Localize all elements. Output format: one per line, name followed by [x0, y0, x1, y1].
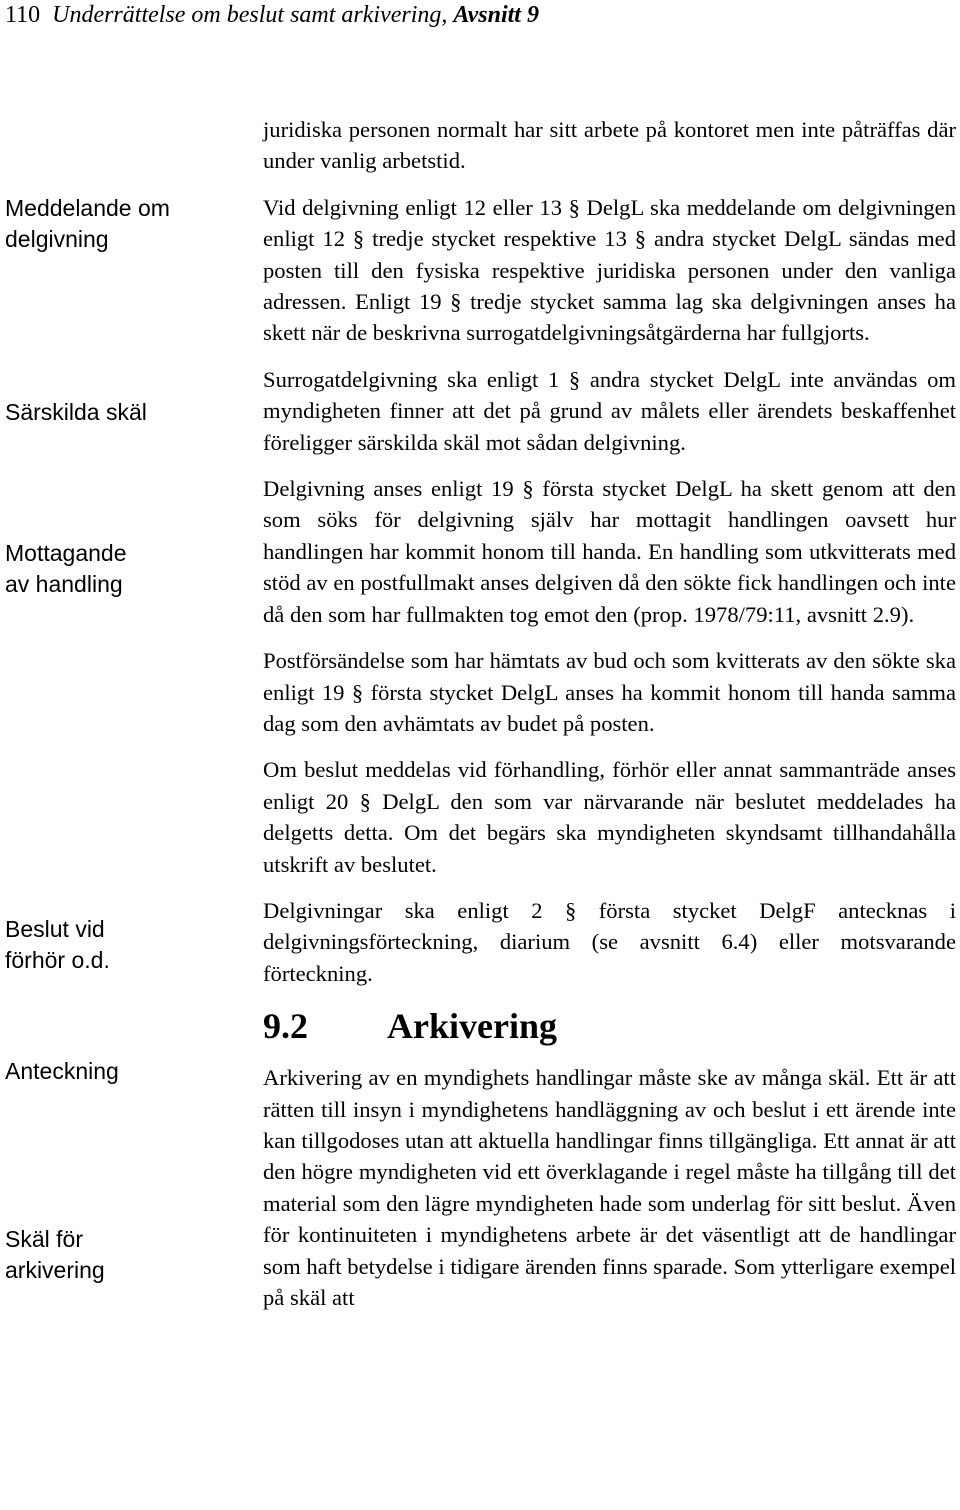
paragraph-mottagande-av-handling: Delgivning anses enligt 19 § första stycket DelgL ha skett genom att den som söks för delgivning själv har mottagit handlingen oavsett hur handlingen har kommit honom till handa. En handling som utkvitterats med stöd av en postfullmakt anses delgiven då den sökte fick handlingen och inte då den som har fullmakten tog emot den (prop. 1978/79:11, avsnitt 2.9).	[263, 476, 956, 627]
paragraph-beslut-vid-forhor: Om beslut meddelas vid förhandling, förhör eller annat sammanträde anses enligt 20 § DelgL den som var närvarande när beslutet meddelades ha delgetts detta. Om det begärs ska myndigheten skyndsamt tillhandahålla utskrift av beslutet.	[263, 757, 956, 877]
page-number: 110	[5, 2, 41, 28]
margin-note-mottagande: Mottagande av handling	[5, 540, 127, 597]
header-section: Avsnitt 9	[453, 2, 539, 28]
margin-note-sarskilda-skal: Särskilda skäl	[5, 399, 147, 425]
section-number: 9.2	[263, 1006, 308, 1047]
paragraph-meddelande-om-delgivning: Vid delgivning enligt 12 eller 13 § DelgL ska meddelande om delgivningen enligt 12 § tredje stycket respektive 13 § andra stycket DelgL sändas med posten till den fysiska respektive juridiska personen under den vanliga adressen. Enligt 19 § tredje stycket samma lag ska delgivningen anses ha skett när de beskrivna surrogatdelgivningsåtgärderna har fullgjorts.	[263, 194, 956, 346]
margin-note-beslut-vid-forhor: Beslut vid förhör o.d.	[5, 916, 110, 973]
margin-note-anteckning: Anteckning	[5, 1058, 119, 1084]
margin-note-skal-for-arkivering: Skäl för arkivering	[5, 1226, 105, 1283]
running-header	[5, 0, 539, 30]
paragraph-postforsandelse: Postförsändelse som har hämtats av bud och som kvitterats av den sökte ska enligt 19 § första stycket DelgL anses ha kommit honom till handa samma dag som den avhämtats av budet på posten.	[263, 648, 956, 736]
section-title: Arkivering	[387, 1006, 557, 1047]
paragraph-anteckning: Delgivningar ska enligt 2 § första stycket DelgF antecknas i delgivningsförteckning, diarium (se avsnitt 6.4) eller motsvarande förteckning.	[263, 897, 956, 986]
paragraph-sarskilda-skal: Surrogatdelgivning ska enligt 1 § andra stycket DelgL inte användas om myndigheten finner att det på grund av målets eller ärendets beskaffenhet föreligger särskilda skäl mot sådan delgivning.	[263, 366, 956, 455]
body-text	[263, 114, 956, 1328]
header-title: Underrättelse om beslut samt arkivering,	[52, 2, 448, 28]
section-heading	[263, 1004, 956, 1048]
paragraph-continuation: juridiska personen normalt har sitt arbete på kontoret men inte påträffas där under vanlig arbetstid.	[263, 117, 956, 174]
margin-note-meddelande: Meddelande om delgivning	[5, 195, 170, 252]
paragraph-arkivering: Arkivering av en myndighets handlingar måste ske av många skäl. Ett är att rätten till insyn i myndighetens handläggning av och beslut i ett ärende inte kan tillgodoses utan att aktuella handlingar finns tillgängliga. Ett annat är att den högre myndigheten vid ett överklagande i regel måste ha tillgång till det material som den lägre myndigheten hade som underlag för sitt beslut. Även för kontinuiteten i myndighetens arbete är det väsentligt att de handlingar som haft betydelse i tidigare ärenden finns sparade. Som ytterligare exempel på skäl att	[263, 1065, 956, 1310]
